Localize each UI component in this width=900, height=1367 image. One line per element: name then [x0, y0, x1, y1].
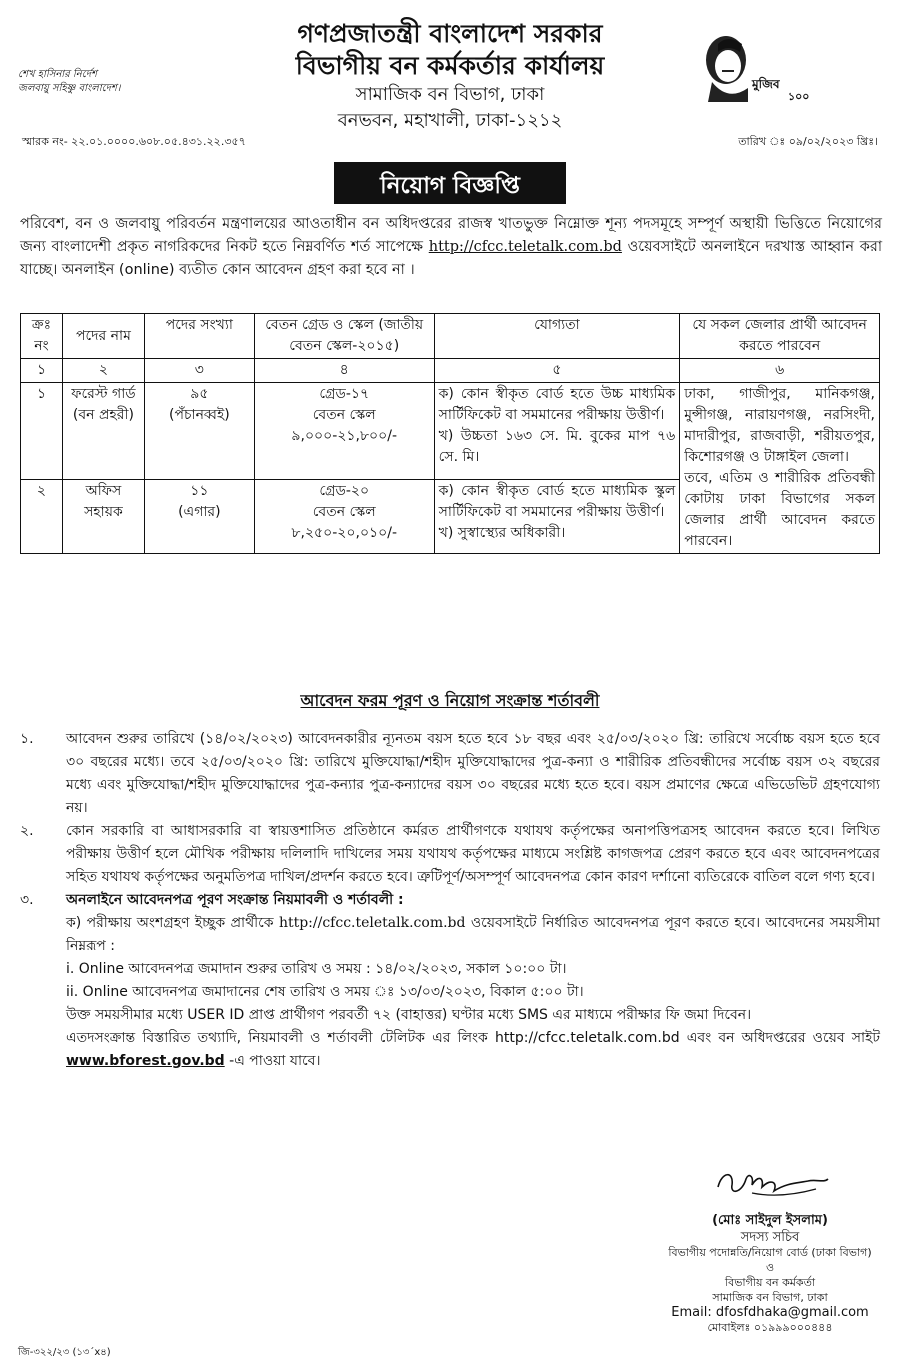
- row-post-name: ফরেস্ট গার্ড (বন প্রহরী): [62, 383, 144, 480]
- row-qualification: [434, 383, 680, 480]
- signatory-role-1: সদস্য সচিব: [740, 1230, 800, 1245]
- more-info-text-1: এতদসংক্রান্ত বিস্তারিত তথ্যাদি, নিয়মাবলী ও শর্তাবলী টেলিটক এর লিংক: [66, 1030, 488, 1046]
- teletalk-link[interactable]: http://cfcc.teletalk.com.bd: [428, 239, 622, 255]
- office-address: বনভবন, মহাখালী, ঢাকা-১২১২: [337, 110, 563, 131]
- row-post-count: [144, 383, 254, 480]
- signatory-name: (মোঃ সাইদুল ইসলাম): [712, 1213, 828, 1228]
- signatory-email: Email: dfosfdhaka@gmail.com: [671, 1305, 869, 1320]
- column-number-row: [21, 359, 880, 383]
- condition-number: ২.: [20, 823, 34, 839]
- header-qualification: যোগ্যতা: [434, 314, 680, 359]
- memo-number: স্মারক নং- ২২.০১.০০০০.৬০৮.০৫.৪৩১.২২.৩৫৭: [22, 135, 246, 148]
- notice-title: নিয়োগ বিজ্ঞপ্তি: [334, 162, 566, 204]
- eligible-districts-list: ঢাকা, গাজীপুর, মানিকগঞ্জ, মুন্সীগঞ্জ, নারায়ণগঞ্জ, নরসিংদী, মাদারীপুর, রাজবাড়ী, শরীয়তপুর, কিশোরগঞ্জ ও টাঙ্গাইল জেলা।: [684, 386, 875, 465]
- posts-table: [20, 313, 880, 554]
- row-qualification-b: খ) উচ্চতা ১৬৩ সে. মি. বুকের মাপ ৭৬ সে. মি।: [438, 428, 676, 465]
- table-header-row: [21, 314, 880, 359]
- row-count-words: (এগার): [178, 504, 221, 521]
- row-qualification: [434, 480, 680, 554]
- condition-text: আবেদন শুরুর তারিখে (১৪/০২/২০২৩) আবেদনকারীর ন্যূনতম বয়স হতে হবে ১৮ বছর এবং ২৫/০৩/২০২০ খ্রি: তারিখে সর্বোচ্চ বয়স হতে হবে ৩০ বছরের মধ্যে। তবে ২৫/০৩/২০২০ খ্রি: তারিখে মুক্তিযোদ্ধা/শহীদ মুক্তিযোদ্ধাদের পুত্র-কন্যা ও শারীরিক প্রতিবন্ধীদের সর্বোচ্চ বয়স ৩২ বছরের মধ্যে এবং মুক্তিযোদ্ধা/শহীদ মুক্তিযোদ্ধাদের পুত্র-কন্যার পুত্র-কন্যাদের বয়স ৩০ বছরের মধ্যে হতে হবে। বয়স প্রমাণের ক্ষেত্রে এভিডেভিট গ্রহণযোগ্য নয়।: [66, 731, 880, 816]
- signatory-and: ও: [765, 1261, 775, 1274]
- row-grade-scale: ৮,২৫০-২০,০১০/-: [291, 525, 398, 542]
- online-rule-text-2: ওয়েবসাইটে নির্ধারিত আবেদনপত্র পূরণ করতে হবে। আবেদনের সময়সীমা নিম্নরূপ :: [66, 915, 881, 954]
- mujib-100-logo: [688, 30, 820, 102]
- conditions-list: [20, 728, 880, 1073]
- logo-text-100: ১০০: [788, 90, 810, 102]
- row-serial: ১: [21, 383, 63, 480]
- header-serial: ক্রঃ নং: [21, 314, 63, 359]
- row-grade: [254, 383, 434, 480]
- row-grade-scale: ৯,০০০-২১,৮০০/-: [291, 428, 398, 444]
- intro-text-1: পরিবেশ, বন ও জলবায়ু পরিবর্তন মন্ত্রণালয়ের আওতাধীন বন অধিদপ্তরের রাজস্ব খাতভুক্ত নিম্নোক্ত শূন্য পদসমূহে সম্পূর্ণ অস্থায়ী ভিত্তিতে নিয়োগের জন্য বাংলাদেশী প্রকৃত নাগরিকদের নিকট হতে নিম্নবর্ণিত শর্ত সাপেক্ষে: [20, 216, 882, 255]
- government-name: গণপ্রজাতন্ত্রী বাংলাদেশ সরকার: [297, 19, 603, 48]
- column-number: ২: [62, 359, 144, 383]
- column-number: ৬: [680, 359, 880, 383]
- teletalk-link[interactable]: http://cfcc.teletalk.com.bd: [495, 1030, 680, 1046]
- slogan-line-2: জলবায়ু সহিষ্ণু বাংলাদেশ।: [18, 83, 121, 94]
- column-number: ৪: [254, 359, 434, 383]
- row-count-words: (পঁচানব্বই): [168, 407, 230, 423]
- notice-date: তারিখ ঃ ০৯/০২/২০২৩ খ্রিঃ।: [738, 135, 878, 148]
- header-grade: বেতন গ্রেড ও স্কেল (জাতীয় বেতন স্কেল-২০১৫): [254, 314, 434, 359]
- signatory-role-2: বিভাগীয় পদোন্নতি/নিয়োগ বোর্ড (ঢাকা বিভাগ): [668, 1246, 872, 1259]
- logo-text-mujib: মুজিব: [752, 77, 780, 91]
- table-row: [21, 383, 880, 480]
- conditions-title: [0, 688, 900, 715]
- row-post-count: [144, 480, 254, 554]
- row-count-number: ৯৫: [190, 386, 209, 402]
- row-grade-level: গ্রেড-১৭: [319, 386, 370, 402]
- signatory-mobile: মোবাইলঃ ০১৯৯৯০০০৪৪৪: [707, 1321, 833, 1334]
- office-name: বিভাগীয় বন কর্মকর্তার কার্যালয়: [295, 51, 605, 80]
- application-end-date: ii. Online আবেদনপত্র জমাদানের শেষ তারিখ ও সময় ঃ ১৩/০৩/২০২৩, বিকাল ৫:০০ টা।: [66, 984, 584, 1000]
- division-name: সামাজিক বন বিভাগ, ঢাকা: [355, 84, 545, 105]
- application-start-date: i. Online আবেদনপত্র জমাদান শুরুর তারিখ ও সময় : ১৪/০২/২০২৩, সকাল ১০:০০ টা।: [66, 961, 567, 977]
- slogan-line-1: শেখ হাসিনার নির্দেশ: [18, 69, 97, 80]
- intro-text-2: ওয়েবসাইটে অনলাইনে দরখাস্ত আহ্বান করা যাচ্ছে। অনলাইন (online) ব্যতীত কোন আবেদন গ্রহণ করা হবে না ।: [20, 239, 883, 278]
- condition-number: ৩.: [20, 892, 34, 908]
- row-grade-label: বেতন স্কেল: [312, 504, 376, 521]
- row-count-number: ১১: [190, 483, 209, 500]
- condition-item: [20, 889, 880, 912]
- slogan: [18, 68, 120, 96]
- column-number: ৫: [434, 359, 680, 383]
- eligible-districts-quota: তবে, এতিম ও শারীরিক প্রতিবন্ধী কোটায় ঢাকা বিভাগের সকল জেলার প্রার্থী আবেদন করতে পারবেন।: [684, 470, 875, 549]
- more-info-text-2: এবং বন অধিদপ্তরের ওয়েব সাইট: [686, 1030, 881, 1046]
- signature-block: [640, 1212, 900, 1335]
- condition-number: ১.: [20, 731, 34, 747]
- bforest-link[interactable]: www.bforest.gov.bd: [66, 1053, 225, 1069]
- handwritten-signature: [712, 1165, 832, 1201]
- condition-title: অনলাইনে আবেদনপত্র পূরণ সংক্রান্ত নিয়মাবলী ও শর্তাবলী :: [66, 892, 404, 908]
- eligible-districts: [680, 383, 880, 554]
- teletalk-link[interactable]: http://cfcc.teletalk.com.bd: [278, 915, 466, 931]
- more-info: [66, 1027, 880, 1073]
- header-count: পদের সংখ্যা: [144, 314, 254, 359]
- row-grade-label: বেতন স্কেল: [312, 407, 376, 423]
- online-application-rule: [66, 912, 880, 958]
- intro-paragraph: [20, 213, 882, 282]
- row-grade-level: গ্রেড-২০: [319, 483, 370, 500]
- column-number: ১: [21, 359, 63, 383]
- footer-reference: জি-৩২২/২৩ (১৩´x৪): [18, 1347, 111, 1358]
- condition-item: [20, 820, 880, 889]
- online-rule-text-1: ক) পরীক্ষায় অংশগ্রহণ ইচ্ছুক প্রার্থীকে: [66, 915, 274, 931]
- row-qualification-a: ক) কোন স্বীকৃত বোর্ড হতে উচ্চ মাধ্যমিক সার্টিফিকেট বা সমমানের পরীক্ষায় উত্তীর্ণ।: [438, 386, 676, 423]
- conditions-title-text: আবেদন ফরম পূরণ ও নিয়োগ সংক্রান্ত শর্তাবলী: [300, 691, 600, 710]
- row-post-name: অফিস সহায়ক: [62, 480, 144, 554]
- signatory-role-4: সামাজিক বন বিভাগ, ঢাকা: [712, 1291, 828, 1304]
- row-qualification-b: খ) সুস্বাস্থ্যের অধিকারী।: [438, 525, 566, 542]
- signatory-role-3: বিভাগীয় বন কর্মকর্তা: [724, 1276, 816, 1289]
- header-post: পদের নাম: [62, 314, 144, 359]
- row-qualification-a: ক) কোন স্বীকৃত বোর্ড হতে মাধ্যমিক স্কুল সার্টিফিকেট বা সমমানের পরীক্ষায় উত্তীর্ণ।: [438, 483, 676, 521]
- sms-fee-rule: উক্ত সময়সীমার মধ্যে USER ID প্রাপ্ত প্রার্থীগণ পরবর্তী ৭২ (বাহাত্তর) ঘণ্টার মধ্যে SMS এর মাধ্যমে পরীক্ষার ফি জমা দিবেন।: [66, 1007, 752, 1023]
- row-grade: [254, 480, 434, 554]
- office-header: [200, 18, 700, 134]
- condition-text: কোন সরকারি বা আধাসরকারি বা স্বায়ত্তশাসিত প্রতিষ্ঠানে কর্মরত প্রার্থীগণকে যথাযথ কর্তৃপক্ষের অনাপত্তিপত্রসহ আবেদন করতে হবে। লিখিত পরীক্ষায় উত্তীর্ণ হলে মৌখিক পরীক্ষায় দলিলাদি দাখিলের সময় যথাযথ কর্তৃপক্ষের মাধ্যমে সংশ্লিষ্ট কাগজপত্র প্রেরণ করতে হবে এবং আবেদনপত্রের সহিত যথাযথ কর্তৃপক্ষের অনুমতিপত্র দাখিল/প্রদর্শন করতে হবে। ত্রুটিপূর্ণ/অসম্পূর্ণ আবেদনপত্র কোন কারণ দর্শানো ব্যতিরেকে বাতিল বলে গণ্য হবে।: [66, 823, 880, 885]
- column-number: ৩: [144, 359, 254, 383]
- condition-item: [20, 728, 880, 820]
- row-serial: ২: [21, 480, 63, 554]
- header-districts: যে সকল জেলার প্রার্থী আবেদন করতে পারবেন: [680, 314, 880, 359]
- more-info-text-3: -এ পাওয়া যাবে।: [229, 1053, 321, 1069]
